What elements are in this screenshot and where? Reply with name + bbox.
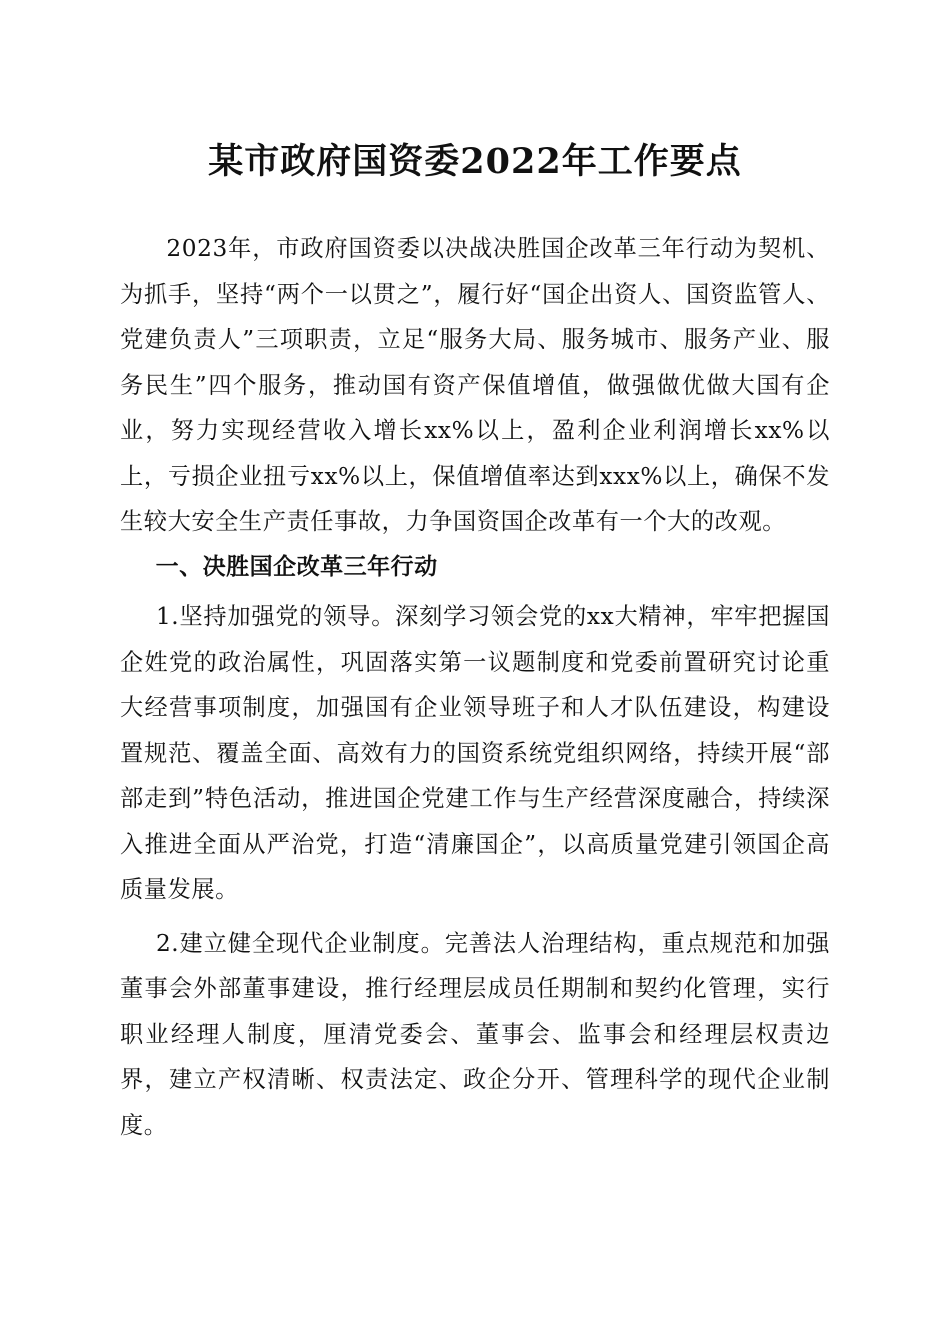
document-body <box>120 226 830 1148</box>
intro-paragraph: 2023年，市政府国资委以决战决胜国企改革三年行动为契机、为抓手，坚持“两个一以贯之”，履行好“国企出资人、国资监管人、党建负责人”三项职责，立足“服务大局、服务城市、服务产业、服务民生”四个服务，推动国有资产保值增值，做强做优做大国有企业，努力实现经营收入增长xx%以上，盈利企业利润增长xx%以上，亏损企业扭亏xx%以上，保值增值率达到xxx%以上，确保不发生较大安全生产责任事故，力争国资国企改革有一个大的改观。 <box>120 235 830 535</box>
section-heading: 一、决胜国企改革三年行动 <box>155 553 438 580</box>
item-paragraph-2: 2.建立健全现代企业制度。完善法人治理结构，重点规范和加强董事会外部董事建设，推行经理层成员任期制和契约化管理，实行职业经理人制度，厘清党委会、董事会、监事会和经理层权责边界，建立产权清晰、权责法定、政企分开、管理科学的现代企业制度。 <box>120 929 830 1139</box>
item-paragraph-1: 1.坚持加强党的领导。深刻学习领会党的xx大精神，牢牢把握国企姓党的政治属性，巩固落实第一议题制度和党委前置研究讨论重大经营事项制度，加强国有企业领导班子和人才队伍建设，构建设置规范、覆盖全面、高效有力的国资系统党组织网络，持续开展“部部走到”特色活动，推进国企党建工作与生产经营深度融合，持续深入推进全面从严治党，打造“清廉国企”，以高质量党建引领国企高质量发展。 <box>120 603 830 903</box>
document-title: 某市政府国资委2022年工作要点 <box>208 141 742 182</box>
